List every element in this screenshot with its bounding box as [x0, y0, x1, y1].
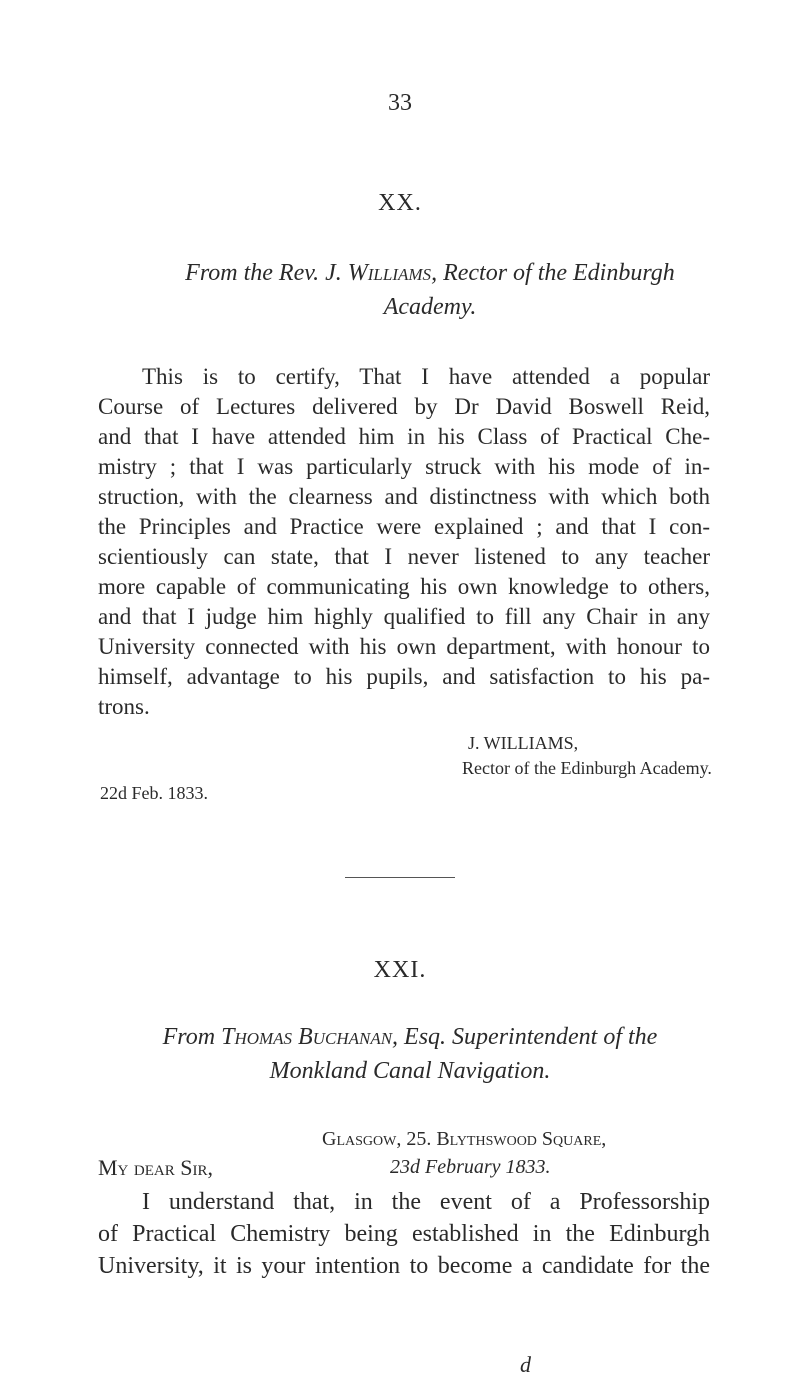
section-xx-heading-line1	[150, 256, 710, 290]
body-line: himself, advantage to his pupils, and satisfaction to his pa-	[98, 664, 710, 689]
body-line: and that I have attended him in his Class of Practical Che-	[98, 424, 710, 449]
heading-name: Williams	[347, 260, 432, 286]
heading-text: , Esq. Superintendent of the	[392, 1024, 658, 1050]
letter-date: 22d Feb. 1833.	[100, 783, 208, 803]
body-line: scientiously can state, that I never listened to any teacher	[98, 544, 710, 569]
section-xxi-numeral: XXI.	[373, 957, 427, 983]
letter-address: Glasgow, 25. Blythswood Square,	[322, 1128, 607, 1150]
signature-title: Rector of the Edinburgh Academy.	[462, 758, 712, 778]
body-line: trons.	[98, 694, 150, 719]
section-xx-heading	[150, 256, 710, 324]
heading-text: From	[162, 1024, 222, 1050]
heading-text: From the Rev. J.	[185, 260, 348, 286]
body-line: University connected with his own department, with honour to	[98, 634, 710, 659]
section-xxi-heading	[110, 1020, 710, 1088]
section-xxi-heading-line2: Monkland Canal Navigation.	[269, 1058, 551, 1084]
section-xx-heading-line2: Academy.	[383, 294, 477, 320]
page-number: 33	[388, 90, 412, 116]
body-line: the Principles and Practice were explained ; and that I con-	[98, 514, 710, 539]
body-line: and that I judge him highly qualified to fill any Chair in any	[98, 604, 710, 629]
section-xxi-body	[98, 1186, 710, 1282]
signature-mark: d	[520, 1352, 531, 1377]
section-divider	[345, 877, 455, 878]
heading-name: Thomas Buchanan	[221, 1024, 393, 1050]
letter-salutation: My dear Sir,	[98, 1155, 213, 1180]
body-line: more capable of communicating his own knowledge to others,	[98, 574, 710, 599]
signature-name: J. WILLIAMS,	[468, 733, 579, 753]
section-xx-numeral: XX.	[378, 190, 422, 216]
body-line: struction, with the clearness and distinctness with which both	[98, 484, 710, 509]
section-xxi-heading-line1	[110, 1020, 710, 1054]
body-line: Course of Lectures delivered by Dr David Boswell Reid,	[98, 394, 710, 419]
section-xx-body	[98, 362, 710, 722]
body-line: mistry ; that I was particularly struck with his mode of in-	[98, 454, 710, 479]
body-line: of Practical Chemistry being established in the Edinburgh	[98, 1221, 710, 1247]
letter-date: 23d February 1833.	[390, 1156, 551, 1178]
body-line: I understand that, in the event of a Professorship	[142, 1189, 710, 1215]
heading-text: , Rector of the Edinburgh	[431, 260, 675, 286]
body-line: University, it is your intention to become a candidate for the	[98, 1253, 710, 1279]
body-line: This is to certify, That I have attended a popular	[142, 364, 710, 389]
